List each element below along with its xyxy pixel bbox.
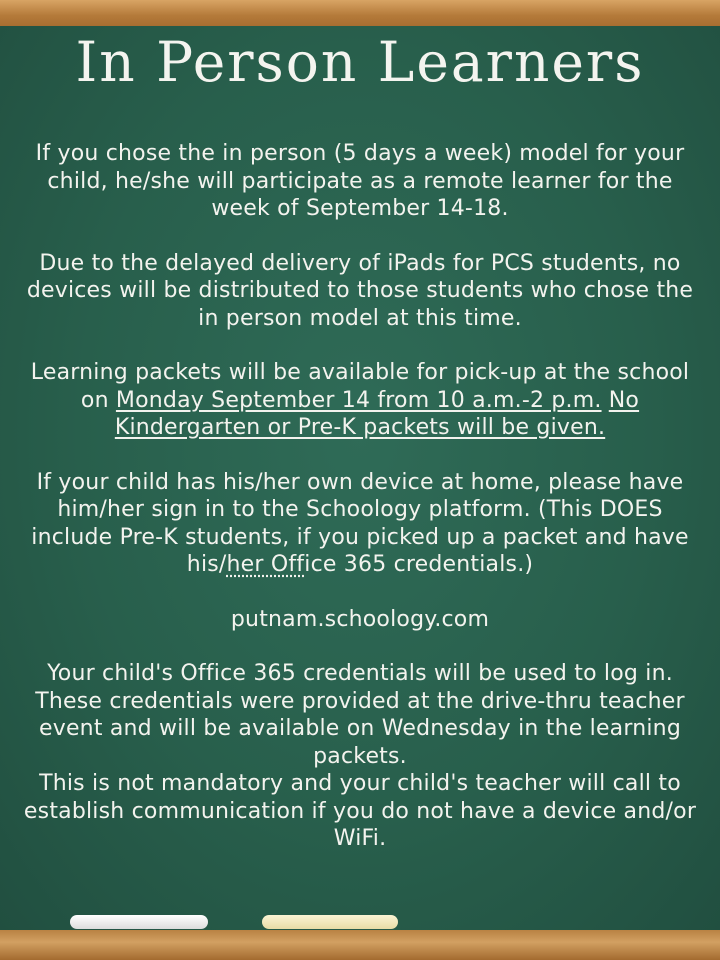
page-title: In Person Learners <box>75 30 645 94</box>
paragraph-remote-week: If you chose the in person (5 days a week) model for your child, he/she will participate as a remote learner for the week of September 14-18. <box>35 141 685 221</box>
schoology-text-dotted: her Off <box>226 552 305 577</box>
white-chalk-stick <box>70 915 208 929</box>
chalkboard <box>0 26 720 930</box>
pickup-date: Monday September 14 from 10 a.m.-2 p.m. <box>115 387 602 413</box>
board-frame-bottom <box>0 930 720 960</box>
paragraph-learning-packets <box>20 359 700 442</box>
schoology-text-end: ice 365 credentials.) <box>304 552 534 577</box>
paragraph-credentials: Your child's Office 365 credentials will be used to log in. These credentials were provided at the drive-thru teacher event and will be available on Wednesday in the learning packets. <box>35 661 685 769</box>
board-frame-top <box>0 0 720 26</box>
announcement-body <box>20 140 700 880</box>
paragraph-not-mandatory: This is not mandatory and your child's teacher will call to establish communication if you do not have a device and/or WiFi. <box>23 771 697 851</box>
paragraph-ipad-delay: Due to the delayed delivery of iPads for PCS students, no devices will be distributed to those students who chose the in person model at this time. <box>26 250 694 331</box>
paragraph-schoology-signin <box>20 469 700 579</box>
packets-intro: Learning packets will be available for pick-up at the school on <box>30 360 690 413</box>
schoology-text-start: If your child has his/her own device at home, please have him/her sign in to the Schoology platform. (This DOES include Pre-K students, if you picked up a packet and have his/ <box>31 469 689 577</box>
schoology-url: putnam.schoology.com <box>230 606 490 632</box>
yellow-chalk-stick <box>262 915 398 929</box>
no-packets-note: No Kindergarten or Pre-K packets will be given. <box>114 387 640 440</box>
